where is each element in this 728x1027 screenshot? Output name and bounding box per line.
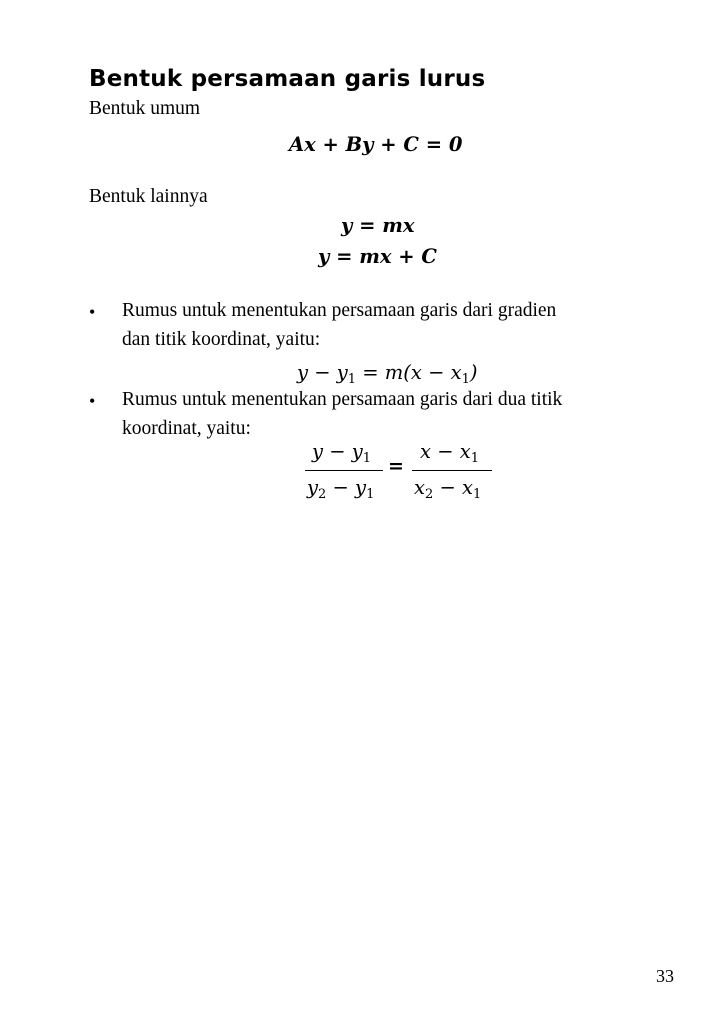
fraction-left-numerator: $y - y_1$: [312, 440, 372, 466]
point-slope-formula: $y - y_1 = m(x - x_1)$: [297, 361, 478, 387]
other-forms-label: Bentuk lainnya: [89, 186, 208, 207]
general-form-equation: Ax + By + C = 0: [289, 133, 463, 156]
other-form-equation-2: y = mx + C: [318, 245, 437, 268]
bullet-2-line-1: Rumus untuk menentukan persamaan garis dari dua titik: [122, 389, 563, 410]
fraction-right-denominator: $x_2 - x_1$: [414, 476, 482, 502]
bullet-marker: •: [89, 302, 96, 322]
fraction-right-numerator: $x - x_1$: [420, 440, 480, 466]
section-heading: Bentuk persamaan garis lurus: [89, 66, 486, 92]
general-form-label: Bentuk umum: [89, 98, 201, 119]
bullet-2-line-2: koordinat, yaitu:: [122, 418, 251, 439]
bullet-1-line-1: Rumus untuk menentukan persamaan garis dari gradien: [122, 300, 557, 321]
equals-sign: =: [388, 455, 404, 477]
other-form-equation-1: y = mx: [341, 214, 415, 237]
bullet-1-line-2: dan titik koordinat, yaitu:: [122, 329, 321, 350]
fraction-left-denominator: $y_2 - y_1$: [307, 476, 375, 502]
page-number: 33: [656, 966, 674, 986]
fraction-left-bar: [305, 470, 383, 471]
fraction-right-bar: [412, 470, 492, 471]
bullet-marker: •: [89, 391, 96, 411]
